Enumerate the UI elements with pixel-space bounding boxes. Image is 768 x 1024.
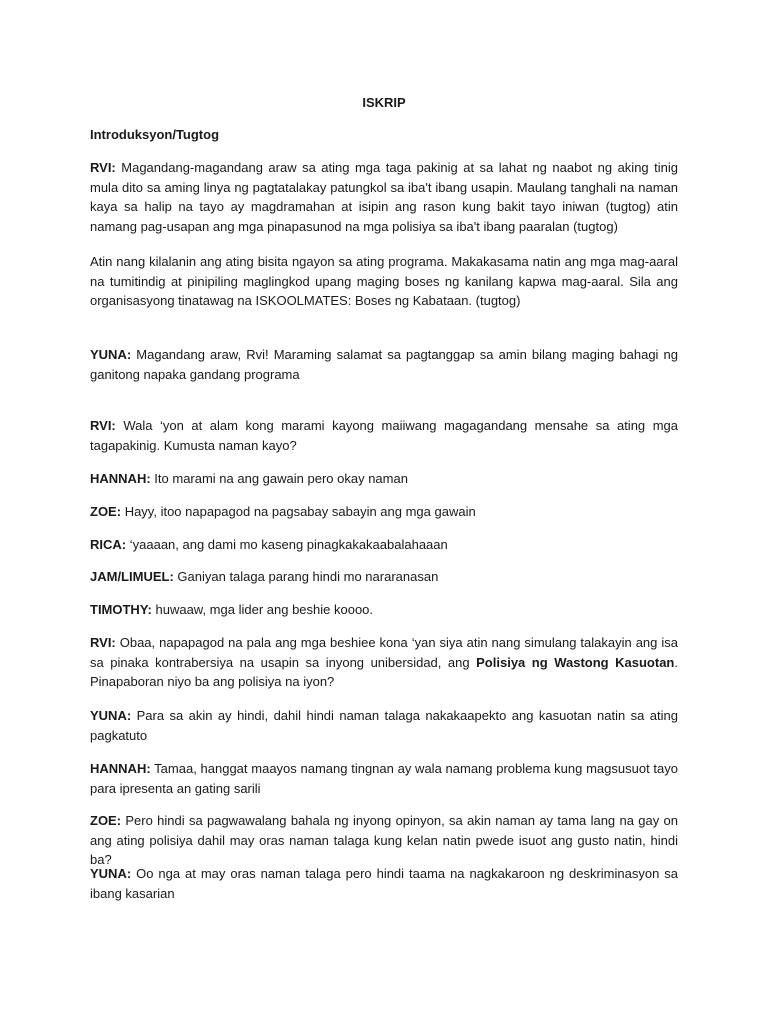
dialogue-paragraph (90, 345, 678, 384)
speaker-label: JAM/LIMUEL: (90, 569, 174, 584)
dialogue-paragraph (90, 759, 678, 798)
dialogue-text: Hayy, itoo napapagod na pagsabay sabayin ang mga gawain (124, 504, 476, 519)
narration-paragraph (90, 252, 678, 311)
dialogue-text: Obaa, napapagod na pala ang mga beshiee kona ‘yan siya atin nang simulang talakayin ang isa sa pinaka kontrabersiya na usapin sa inyong unibersidad, ang (90, 635, 678, 670)
dialogue-paragraph (90, 706, 678, 745)
dialogue-text: Tamaa, hanggat maayos namang tingnan ay wala namang problema kung magsusuot tayo para ipresenta an gating sarili (90, 761, 678, 796)
dialogue-text: Oo nga at may oras naman talaga pero hindi taama na nagkakaroon ng deskriminasyon sa ibang kasarian (90, 866, 678, 901)
dialogue-text: huwaaw, mga lider ang beshie koooo. (155, 602, 374, 617)
dialogue-text: ‘yaaaan, ang dami mo kaseng pinagkakakaabalahaaan (129, 537, 448, 552)
dialogue-text: Ganiyan talaga parang hindi mo nararanasan (177, 569, 439, 584)
speaker-label: YUNA: (90, 866, 132, 881)
dialogue-paragraph (90, 502, 678, 522)
dialogue-text: Pero hindi sa pagwawalang bahala ng inyong opinyon, sa akin naman ay tama lang na gay on ang ating polisiya dahil may oras naman talaga kung kelan natin pwede isuot ang gusto natin, hindi ba? (90, 813, 678, 867)
document-page (90, 0, 678, 1024)
speaker-label: YUNA: (90, 708, 132, 723)
speaker-label: RVI: (90, 160, 116, 175)
dialogue-text: . Pinapaboran niyo ba ang polisiya na iyon? (90, 654, 678, 689)
policy-name: Polisiya ng Wastong Kasuotan (476, 654, 675, 670)
speaker-label: RICA: (90, 537, 127, 552)
dialogue-text: Magandang araw, Rvi! Maraming salamat sa pagtanggap sa amin bilang maging bahagi ng ganitong napaka gandang programa (90, 347, 679, 382)
speaker-label: TIMOTHY: (90, 602, 152, 617)
dialogue-text: Para sa akin ay hindi, dahil hindi naman talaga nakakaapekto ang kasuotan natin sa ating pagkatuto (90, 708, 678, 743)
dialogue-paragraph (90, 600, 678, 620)
speaker-label: YUNA: (90, 347, 132, 362)
dialogue-paragraph (90, 469, 678, 489)
dialogue-text: Ito marami na ang gawain pero okay naman (154, 471, 408, 486)
dialogue-text: Wala ‘yon at alam kong marami kayong maiiwang magagandang mensahe sa ating mga tagapakinig. Kumusta naman kayo? (90, 418, 678, 453)
speaker-label: ZOE: (90, 813, 122, 828)
document-title: ISKRIP (362, 95, 406, 110)
dialogue-paragraph (90, 158, 678, 236)
dialogue-paragraph (90, 811, 678, 870)
dialogue-paragraph (90, 535, 678, 555)
dialogue-text: Magandang-magandang araw sa ating mga taga pakinig at sa lahat ng naabot ng aking tinig mula dito sa aming linya ng pagtatalakay patungkol sa iba't ibang usapin. Maulang tanghali na naman kaya sa halip na tayo ay magdramahan at isipin ang rason kung bakit tayo iniwan (tugtog) atin namang pag-usapan ang mga pinapasunod na mga polisiya sa iba't ibang paaralan (tugtog) (90, 160, 678, 234)
speaker-label: RVI: (90, 418, 116, 433)
speaker-label: HANNAH: (90, 471, 151, 486)
narration-text: Atin nang kilalanin ang ating bisita ngayon sa ating programa. Makakasama natin ang mga mag-aaral na tumitindig at pinipiling maglingkod upang maging boses ng kanilang kapwa mag-aaral. Sila ang organisasyong tinatawag na ISKOOLMATES: Boses ng Kabataan. (tugtog) (90, 254, 678, 308)
dialogue-paragraph (90, 864, 678, 903)
speaker-label: RVI: (90, 635, 116, 650)
dialogue-paragraph (90, 633, 678, 692)
dialogue-paragraph (90, 416, 678, 455)
speaker-label: HANNAH: (90, 761, 151, 776)
section-heading: Introduksyon/Tugtog (90, 127, 220, 142)
speaker-label: ZOE: (90, 504, 122, 519)
dialogue-paragraph (90, 567, 678, 587)
